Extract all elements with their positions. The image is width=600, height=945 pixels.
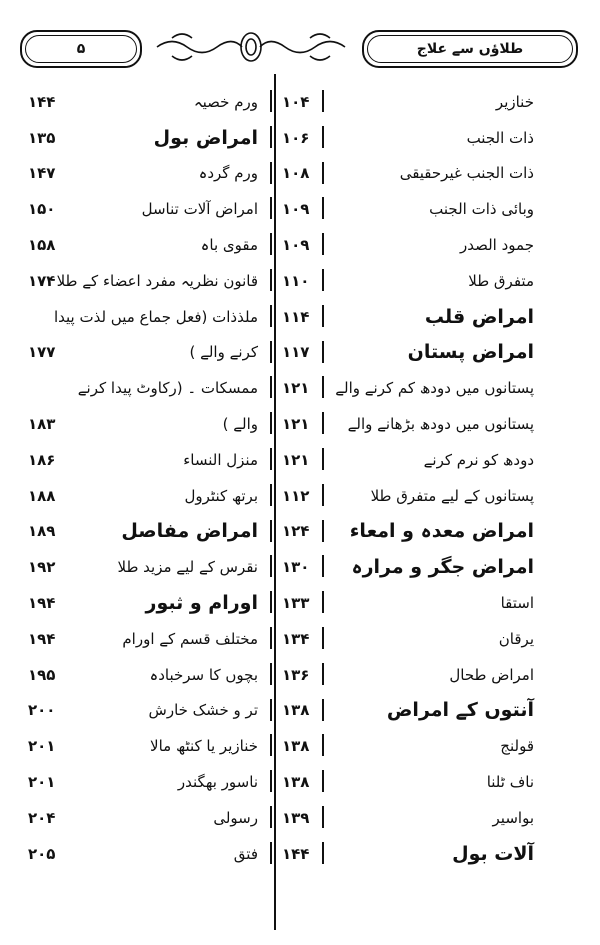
toc-entry-title: فتق xyxy=(233,844,258,863)
entry-separator xyxy=(322,412,324,434)
toc-entry xyxy=(282,227,538,263)
toc-page-number: ۱۱۷ xyxy=(282,343,310,362)
entry-separator xyxy=(270,806,272,828)
entry-separator xyxy=(322,806,324,828)
toc-entry-title: بواسیر xyxy=(492,808,534,827)
toc-entry-title: بچوں کا سرخبادہ xyxy=(149,665,258,684)
toc-page-number: ۱۸۳ xyxy=(28,415,56,434)
toc-entry xyxy=(282,764,538,800)
toc-entry-title: دودھ کو نرم کرنے xyxy=(423,450,534,469)
entry-separator xyxy=(322,591,324,613)
toc-entry xyxy=(16,728,272,764)
entry-separator xyxy=(270,197,272,219)
toc-page-number: ۱۸۸ xyxy=(28,486,56,505)
toc-entry-title: ممسکات ۔ (رکاوٹ پیدا کرنے xyxy=(77,379,258,398)
toc-page-number: ۱۹۵ xyxy=(28,665,56,684)
toc-page-number: ۱۱۰ xyxy=(282,271,310,290)
toc-entry xyxy=(16,693,272,729)
toc-entry xyxy=(282,693,538,729)
entry-separator xyxy=(322,627,324,649)
entry-separator xyxy=(270,520,272,542)
entry-separator xyxy=(322,162,324,184)
toc-page-number: ۱۴۴ xyxy=(282,844,310,863)
toc-page-number: ۱۴۷ xyxy=(28,164,56,183)
page-number: ۵ xyxy=(76,41,86,57)
toc-entry xyxy=(16,370,272,406)
toc-page-number: ۱۵۸ xyxy=(28,236,56,255)
toc-section-heading: امراض مفاصل xyxy=(121,520,258,543)
toc-section-heading: امراض پستان xyxy=(407,341,534,364)
toc-left-column xyxy=(16,84,272,872)
toc-entry xyxy=(282,335,538,371)
toc-entry-title: قولنج xyxy=(500,737,534,756)
entry-separator xyxy=(270,90,272,112)
entry-separator xyxy=(270,126,272,148)
entry-separator xyxy=(322,699,324,721)
toc-page-number: ۱۳۹ xyxy=(282,808,310,827)
toc-entry xyxy=(16,657,272,693)
toc-page-number: ۱۴۴ xyxy=(28,92,56,111)
toc-entry xyxy=(282,191,538,227)
toc-entry-title: امراض آلات تناسل xyxy=(141,200,258,219)
toc-entry xyxy=(282,442,538,478)
entry-separator xyxy=(322,269,324,291)
entry-separator xyxy=(322,376,324,398)
toc-entry xyxy=(282,406,538,442)
toc-entry-title: جمود الصدر xyxy=(459,236,534,255)
toc-page-number: ۱۳۴ xyxy=(282,629,310,648)
toc-page-number: ۱۷۷ xyxy=(28,343,56,362)
toc-entry xyxy=(16,299,272,335)
toc-entry xyxy=(282,585,538,621)
toc-entry xyxy=(282,549,538,585)
toc-entry-title: برتھ کنٹرول xyxy=(184,486,258,505)
entry-separator xyxy=(322,126,324,148)
entry-separator xyxy=(322,341,324,363)
toc-page-number: ۱۲۱ xyxy=(282,450,310,469)
toc-entry xyxy=(16,335,272,371)
running-title-cartouche xyxy=(362,30,578,68)
entry-separator xyxy=(270,269,272,291)
toc-page-number: ۱۲۱ xyxy=(282,415,310,434)
toc-entry xyxy=(282,370,538,406)
entry-separator xyxy=(270,484,272,506)
toc-entry xyxy=(282,728,538,764)
toc-right-column xyxy=(282,84,538,872)
toc-entry-title: ذات الجنب غیرحقیقی xyxy=(399,164,534,183)
entry-separator xyxy=(270,162,272,184)
toc-entry-title: مختلف قسم کے اورام xyxy=(122,629,258,648)
toc-page-number: ۱۰۶ xyxy=(282,128,310,147)
entry-separator xyxy=(270,412,272,434)
toc-page-number: ۱۳۰ xyxy=(282,558,310,577)
toc-entry xyxy=(16,764,272,800)
toc-entry-title: امراض طحال xyxy=(449,665,534,684)
toc-entry xyxy=(16,514,272,550)
toc-entry-title: ورم گردہ xyxy=(198,164,258,183)
toc-section-heading: امراض بول xyxy=(153,126,258,149)
toc-section-heading: آنتوں کے امراض xyxy=(386,699,534,722)
toc-page-number: ۱۳۳ xyxy=(282,594,310,613)
toc-entry-title: ناف ٹلنا xyxy=(486,773,534,792)
toc-entry xyxy=(282,621,538,657)
toc-entry xyxy=(16,120,272,156)
toc-entry xyxy=(282,84,538,120)
toc-entry-title: پستانوں میں دودھ بڑھانے والے xyxy=(347,415,534,434)
toc-entry xyxy=(16,442,272,478)
entry-separator xyxy=(322,90,324,112)
toc-page-number: ۲۰۵ xyxy=(28,844,56,863)
toc-entry xyxy=(282,156,538,192)
toc-entry xyxy=(16,836,272,872)
toc-page-number: ۱۳۸ xyxy=(282,701,310,720)
running-title: طلاؤں سے علاج xyxy=(416,41,524,57)
toc-entry xyxy=(282,800,538,836)
toc-page-number: ۱۷۴ xyxy=(28,271,56,290)
toc-entry-title: پستانوں میں دودھ کم کرنے والے xyxy=(335,379,534,398)
entry-separator xyxy=(322,448,324,470)
toc-page-number: ۱۰۴ xyxy=(282,92,310,111)
toc-section-heading: اورام و ثبور xyxy=(145,592,258,615)
entry-separator xyxy=(270,591,272,613)
toc-entry-title: ناسور بھگندر xyxy=(177,773,258,792)
toc-entry xyxy=(282,478,538,514)
entry-separator xyxy=(270,555,272,577)
toc-entry xyxy=(16,84,272,120)
toc-page-number: ۱۳۸ xyxy=(282,737,310,756)
toc-page-number: ۲۰۰ xyxy=(28,701,56,720)
toc-entry-title: پستانوں کے لیے متفرق طلا xyxy=(370,486,534,505)
entry-separator xyxy=(322,484,324,506)
toc-entry xyxy=(16,227,272,263)
entry-separator xyxy=(270,663,272,685)
toc-entry-title: قانون نظریہ مفرد اعضاء کے طلا xyxy=(56,271,258,290)
toc-page-number: ۱۲۱ xyxy=(282,379,310,398)
toc-entry-title: ملذذات (فعل جماع میں لذت پیدا xyxy=(53,307,258,326)
toc-entry-title: وبائی ذات الجنب xyxy=(429,200,534,219)
toc-entry-title: نقرس کے لیے مزید طلا xyxy=(117,558,258,577)
toc-page-number: ۱۹۲ xyxy=(28,558,56,577)
toc-page-number: ۱۰۹ xyxy=(282,236,310,255)
entry-separator xyxy=(322,305,324,327)
toc-section-heading: آلات بول xyxy=(452,842,534,865)
toc-entry-title: ورم خصیہ xyxy=(193,92,258,111)
page-header xyxy=(0,0,600,70)
entry-separator xyxy=(322,555,324,577)
toc-entry-title: والے ) xyxy=(222,415,258,434)
toc-page-number: ۲۰۱ xyxy=(28,773,56,792)
toc-entry xyxy=(16,800,272,836)
entry-separator xyxy=(270,699,272,721)
toc-page-number: ۱۲۴ xyxy=(282,522,310,541)
entry-separator xyxy=(322,770,324,792)
toc-page-number: ۲۰۱ xyxy=(28,737,56,756)
entry-separator xyxy=(270,305,272,327)
toc-entry-title: کرنے والے ) xyxy=(189,343,258,362)
entry-separator xyxy=(270,448,272,470)
toc-page-number: ۲۰۴ xyxy=(28,808,56,827)
toc-entry xyxy=(282,299,538,335)
toc-page-number: ۱۳۵ xyxy=(28,128,56,147)
toc-entry-title: تر و خشک خارش xyxy=(148,701,258,720)
entry-separator xyxy=(270,734,272,756)
toc-entry xyxy=(16,263,272,299)
toc-page-number: ۱۸۹ xyxy=(28,522,56,541)
toc-entry xyxy=(16,406,272,442)
toc-entry xyxy=(16,585,272,621)
entry-separator xyxy=(270,627,272,649)
toc-entry-title: خنازیر xyxy=(495,92,534,111)
toc-entry-title: متفرق طلا xyxy=(468,271,534,290)
toc-page-number: ۱۱۲ xyxy=(282,486,310,505)
toc-page-number: ۱۵۰ xyxy=(28,200,56,219)
toc-entry xyxy=(16,549,272,585)
entry-separator xyxy=(322,663,324,685)
toc-entry-title: خنازیر یا کنٹھ مالا xyxy=(150,737,258,756)
toc-page-number: ۱۰۸ xyxy=(282,164,310,183)
toc-entry xyxy=(282,836,538,872)
toc-entry-title: رسولی xyxy=(213,808,258,827)
toc-section-heading: امراض قلب xyxy=(424,305,534,328)
toc-entry xyxy=(282,120,538,156)
entry-separator xyxy=(270,341,272,363)
toc-page-number: ۱۳۸ xyxy=(282,773,310,792)
entry-separator xyxy=(270,233,272,255)
toc-page-number: ۱۳۶ xyxy=(282,665,310,684)
entry-separator xyxy=(270,376,272,398)
page-number-cartouche xyxy=(20,30,142,68)
toc-entry xyxy=(16,478,272,514)
toc-entry-title: منزل النساء xyxy=(183,450,258,469)
ornament-divider-icon xyxy=(152,28,350,66)
toc-entry xyxy=(16,156,272,192)
entry-separator xyxy=(322,197,324,219)
entry-separator xyxy=(270,770,272,792)
toc-section-heading: امراض معدہ و امعاء xyxy=(349,520,534,543)
entry-separator xyxy=(270,842,272,864)
entry-separator xyxy=(322,233,324,255)
toc-entry xyxy=(16,191,272,227)
toc-entry xyxy=(282,657,538,693)
entry-separator xyxy=(322,734,324,756)
toc-page-number: ۱۸۶ xyxy=(28,450,56,469)
toc-entry-title: مقوی باہ xyxy=(200,236,258,255)
toc-page-number: ۱۹۴ xyxy=(28,594,56,613)
column-divider xyxy=(274,74,276,930)
toc-entry-title: ذات الجنب xyxy=(466,128,534,147)
toc-entry-title: یرقان xyxy=(498,629,534,648)
toc-section-heading: امراض جگر و مرارہ xyxy=(351,556,534,579)
toc-page-number: ۱۹۴ xyxy=(28,629,56,648)
toc-page-number: ۱۰۹ xyxy=(282,200,310,219)
toc-entry xyxy=(282,514,538,550)
entry-separator xyxy=(322,520,324,542)
toc-entry xyxy=(282,263,538,299)
entry-separator xyxy=(322,842,324,864)
toc-entry-title: استقا xyxy=(500,594,534,613)
toc-page-number: ۱۱۴ xyxy=(282,307,310,326)
toc-entry xyxy=(16,621,272,657)
